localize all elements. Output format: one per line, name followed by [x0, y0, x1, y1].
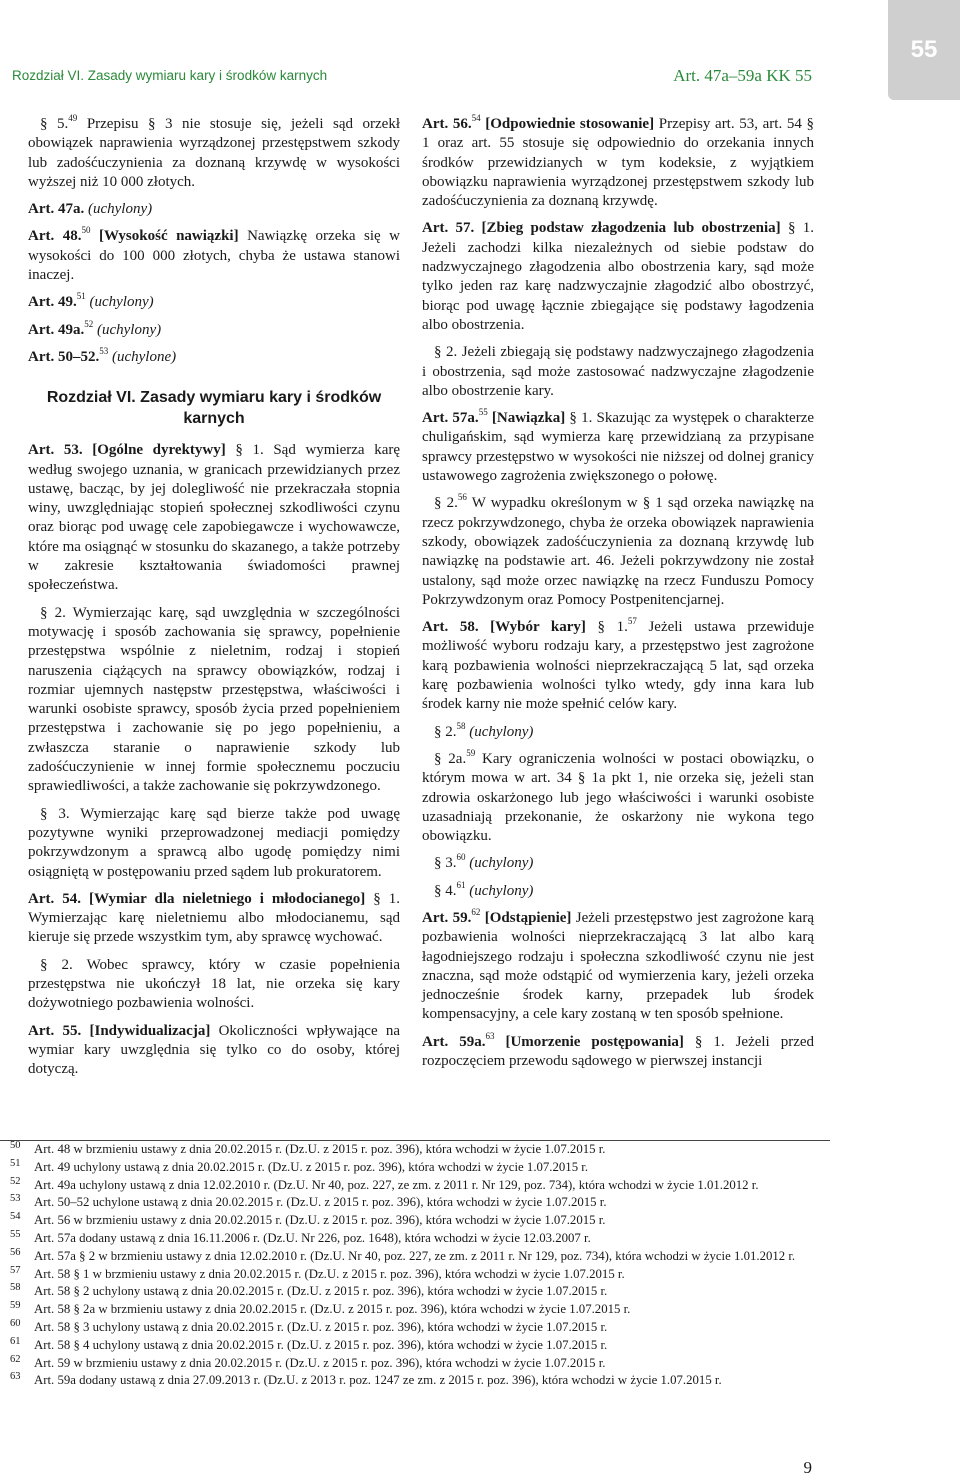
footnote-ref: 61 [456, 879, 466, 890]
article-56 [422, 115, 814, 211]
paragraph: § 3. Wymierzając karę sąd bierze także pod uwagę pozytywne wyniki przeprowadzonej mediacji pomiędzy pokrzywdzonym a sprawcą albo ugodę pomiędzy nimi osiągniętą w postępowaniu przed sądem lub prokuratorem. [28, 805, 400, 880]
footnote-number: 63 [10, 1371, 21, 1383]
paragraph-text: (uchylony) [469, 855, 534, 872]
article-label: Art. 56. [422, 116, 472, 132]
footnote-ref: 57 [627, 616, 637, 627]
footnote-ref: 56 [457, 492, 467, 503]
paragraph-label: § 2. [434, 495, 458, 512]
footnote [0, 1372, 830, 1390]
paragraph: § 2. Wymierzając karę, sąd uwzględnia w szczególności motywację i sposób zachowania się sprawcy, popełnienie przestępstwa wspólnie z nieletnim, rodzaj i stopień naruszenia ciążących na sprawcy obowiązków, rodzaj i rozmiar ujemnych następstw przestępstwa, właściwości i warunki osobiste sprawcy, sposób życia przed popełnieniem przestępstwa i zachowanie się po jego popełnieniu, a zwłaszcza staranie o naprawienie szkody lub zadośćuczynienie w innej formie społecznemu poczuciu sprawiedliwości, a także zachowanie się pokrzywdzonego. [28, 604, 400, 795]
article-text: Jeżeli przestępstwo jest zagrożone karą pozbawienia wolności nieprzekraczającą 3 lat albo karą łagodniejszego rodzaju i społeczna szkodliwość czynu nie jest znaczna, sąd może odstąpić od wymierzenia kary, jeżeli orzeka jednocześnie środek karny, przepadek lub środek kompensacyjny, a cele kary zostaną w ten sposób spełnione. [422, 909, 814, 1023]
article-text: Nawiązkę orzeka się w wysokości do 100 000 złotych, chyba że ustawa stanowi inaczej. [28, 228, 400, 284]
footnote-number: 57 [10, 1264, 21, 1276]
article-57 [422, 219, 814, 335]
article-55 [28, 1022, 400, 1080]
paragraph [422, 494, 814, 610]
footnote-text: Art. 50–52 uchylone ustawą z dnia 20.02.2015 r. (Dz.U. z 2015 r. poz. 396), która wchodzi w życie 1.07.2015 r. [34, 1195, 607, 1210]
paragraph: § 2. Wobec sprawcy, który w czasie popełnienia przestępstwa nie ukończył 18 lat, nie orzeka się kary dożywotniego pozbawienia wolności. [28, 956, 400, 1012]
footnote [0, 1194, 830, 1212]
article-label: Art. 53. [28, 442, 83, 459]
article-text: § 1. Jeżeli przed rozpoczęciem przewodu sądowego w pierwszej instancji [422, 1033, 815, 1070]
footnote [0, 1355, 830, 1373]
footnote-text: Art. 58 § 2a w brzmieniu ustawy z dnia 20.02.2015 r. (Dz.U. z 2015 r. poz. 396), która wchodzi w życie 1.07.2015 r. [34, 1302, 631, 1317]
footnote-number: 62 [10, 1353, 21, 1365]
paragraph-text: W wypadku określonym w § 1 sąd orzeka nawiązkę na rzecz pokrzywdzonego, chyba że orzeka obowiązek naprawienia szkody, obowiązek zadośćuczynienia za doznaną krzywdę lub nawiązkę na podstawie art. 46. Jeżeli pokrzywdzony nie został ustalony, sąd może orzec nawiązkę na rzecz Funduszu Pomocy Pokrzywdzonym oraz Pomocy Postpenitencjarnej. [422, 495, 815, 608]
footnote-ref: 54 [471, 113, 481, 123]
article-49a [28, 318, 400, 340]
footnote-ref: 55 [478, 407, 488, 418]
footnotes [0, 1140, 830, 1390]
paragraph [422, 747, 814, 846]
footnote-number: 60 [10, 1317, 21, 1329]
article-label: Art. 49a. [28, 321, 85, 338]
paragraph-text: Przepisu § 3 nie stosuje się, jeżeli sąd orzekł obowiązek naprawienia wyrządzonej przestępstwem szkody lub zadośćuczynienia za doznaną krzywdę w wysokości wyższej niż 10 000 złotych. [28, 116, 401, 190]
article-title: [Wysokość nawiązki] [98, 228, 239, 245]
footnote [0, 1337, 830, 1355]
footnote [0, 1283, 830, 1301]
footnote-ref: 63 [485, 1030, 495, 1041]
article-text: § 1. Sąd wymierza karę według swojego uznania, w granicach przewidzianych przez ustawę, bacząc, by jej dolegliwość nie przekraczała stopnia winy, uwzględniając stopień społecznej szkodliwości czynu oraz biorąc pod uwagę cele zapobiegawcze i wychowawcze, które ma osiągnąć w stosunku do skazanego, a także potrzeby w zakresie kształtowania świadomości prawnej społeczeństwa. [28, 442, 401, 594]
footnote-text: Art. 59 w brzmieniu ustawy z dnia 20.02.2015 r. (Dz.U. z 2015 r. poz. 396), która wchodzi w życie 1.07.2015 r. [34, 1355, 606, 1370]
footnote [0, 1177, 830, 1195]
paragraph-label: § 4. [434, 882, 457, 899]
footnote [0, 1301, 830, 1319]
footnote-number: 54 [10, 1211, 21, 1223]
article-54 [28, 890, 400, 948]
paragraph-5 [28, 115, 400, 192]
article-text: Okoliczności wpływające na wymiar kary uwzględnia się tylko co do osoby, której dotyczą. [28, 1022, 400, 1078]
running-header [12, 68, 812, 92]
paragraph-text: Kary ograniczenia wolności w postaci obowiązku, o którym mowa w art. 34 § 1a pkt 1, nie orzeka się, jeżeli stan zdrowia oskarżonego lub jego właściwości i warunki osobiste uzasadniają przekonanie, że oskarżony nie wykona tego obowiązku. [422, 750, 814, 845]
article-text: Jeżeli ustawa przewiduje możliwość wyboru rodzaju kary, a przestępstwo jest zagrożone karą pozbawienia wolności nieprzekraczającą 5 lat, sąd orzeka karę pozbawienia wolności tylko wtedy, gdy inna kara lub środek karny nie może spełnić celów kary. [422, 619, 815, 713]
article-text: Przepisy art. 53, art. 54 § 1 oraz art. 55 stosuje się odpowiednio do orzekania innych środków przewidzianych w tym kodeksie, z wyjątkiem obowiązku naprawienia wyrządzonej przestępstwem szkody lub zadośćuczynienia za doznaną krzywdę. [422, 116, 814, 210]
footnote-text: Art. 58 § 4 uchylony ustawą z dnia 20.02.2015 r. (Dz.U. z 2015 r. poz. 396), która wchodzi w życie 1.07.2015 r. [34, 1337, 608, 1352]
right-column [422, 115, 814, 1079]
paragraph-label: § 1. [597, 619, 628, 636]
footnote-text: Art. 49 uchylony ustawą z dnia 20.02.2015 r. (Dz.U. z 2015 r. poz. 396), która wchodzi w życie 1.07.2015 r. [34, 1159, 589, 1174]
article-label: Art. 50–52. [28, 348, 100, 365]
footnote-number: 50 [10, 1140, 21, 1151]
article-title: [Wybór kary] [490, 619, 586, 636]
article-59a [422, 1030, 815, 1072]
article-label: Art. 59a. [422, 1033, 486, 1050]
page-tab [888, 0, 960, 100]
paragraph [422, 720, 814, 742]
footnote-text: Art. 58 § 3 uchylony ustawą z dnia 20.02.2015 r. (Dz.U. z 2015 r. poz. 396), która wchodzi w życie 1.07.2015 r. [34, 1319, 608, 1334]
footnote-text: Art. 57a § 2 w brzmieniu ustawy z dnia 12.02.2010 r. (Dz.U. Nr 40, poz. 227, ze zm. z 2011 r. Nr 129, poz. 734), która wchodzi w życie 1.01.2012 r. [34, 1248, 796, 1263]
article-53 [28, 441, 400, 595]
article-label: Art. 57a. [422, 410, 479, 427]
footnote-number: 55 [10, 1228, 21, 1240]
paragraph-text: (uchylony) [469, 723, 534, 740]
article-50-52 [28, 345, 400, 367]
footnote-number: 61 [10, 1335, 21, 1347]
footnote-ref: 58 [456, 720, 466, 731]
footnote [0, 1159, 830, 1177]
footnote-text: Art. 59a dodany ustawą z dnia 27.09.2013 r. (Dz.U. z 2013 r. poz. 1247 ze zm. z 2015 r. poz. 396), która wchodzi w życie 1.07.2015 r. [34, 1373, 722, 1388]
paragraph-text: (uchylony) [469, 882, 534, 899]
article-title: [Umorzenie postępowania] [505, 1033, 684, 1050]
paragraph-label: § 2a. [434, 750, 467, 767]
article-text: (uchylone) [112, 348, 177, 365]
article-47a [28, 200, 400, 219]
footnote-number: 58 [10, 1282, 21, 1294]
footnote-ref: 59 [466, 747, 476, 758]
footnote [0, 1319, 830, 1337]
footnote-text: Art. 48 w brzmieniu ustawy z dnia 20.02.2015 r. (Dz.U. z 2015 r. poz. 396), która wchodzi w życie 1.07.2015 r. [34, 1142, 606, 1156]
article-title: [Ogólne dyrektywy] [92, 442, 226, 459]
footnote-text: Art. 56 w brzmieniu ustawy z dnia 20.02.2015 r. (Dz.U. z 2015 r. poz. 396), która wchodzi w życie 1.07.2015 r. [34, 1213, 606, 1228]
page-tab-number: 55 [910, 36, 938, 63]
footnote-number: 56 [10, 1246, 21, 1258]
paragraph-label: § 2. [434, 723, 457, 740]
footnote-ref: 49 [68, 113, 78, 123]
paragraph [422, 879, 814, 901]
footnote-ref: 62 [471, 906, 481, 917]
running-header-right: Art. 47a–59a KK 55 [673, 66, 812, 85]
footnote-text: Art. 58 § 2 uchylony ustawą z dnia 20.02.2015 r. (Dz.U. z 2015 r. poz. 396), która wchodzi w życie 1.07.2015 r. [34, 1284, 608, 1299]
article-57a [422, 409, 814, 486]
footnote-ref: 53 [99, 345, 109, 356]
article-label: Art. 48. [28, 228, 82, 245]
footnote-ref: 51 [76, 291, 86, 302]
article-label: Art. 55. [28, 1022, 82, 1039]
chapter-title: Rozdział VI. Zasady wymiaru kary i środków karnych [46, 389, 382, 428]
paragraph: § 2. Jeżeli zbiegają się podstawy nadzwyczajnego złagodzenia i obostrzenia, sąd może zastosować nadzwyczajne złagodzenie albo obostrzenie kary. [422, 344, 814, 399]
article-title: [Indywidualizacja] [89, 1022, 211, 1039]
article-label: Art. 57. [422, 220, 475, 237]
article-label: Art. 58. [422, 619, 479, 636]
footnote [0, 1212, 830, 1230]
article-text: (uchylony) [97, 321, 162, 338]
article-title: [Zbieg podstaw złagodzenia lub obostrzenia] [481, 220, 781, 237]
footnote-number: 53 [10, 1193, 21, 1205]
article-text: § 1. Skazując za występek o charakterze chuligańskim, sąd wymierza karę przewidzianą za przypisane sprawcy przestępstwo w wysokości nie niższej od dolnej granicy ustawowego zagrożenia zwiększonego o połowę. [422, 410, 815, 485]
article-label: Art. 59. [422, 909, 472, 926]
footnote-text: Art. 49a uchylony ustawą z dnia 12.02.2010 r. (Dz.U. Nr 40, poz. 227, ze zm. z 2011 r. Nr 129, poz. 734), która wchodzi w życie 1.01.2012 r. [34, 1177, 759, 1192]
paragraph-label: § 5. [40, 116, 69, 132]
paragraph [422, 854, 814, 873]
article-label: Art. 49. [28, 294, 77, 311]
footnote [0, 1266, 830, 1284]
article-label: Art. 47a. [28, 201, 85, 218]
article-59 [422, 906, 814, 1025]
footnote [0, 1230, 830, 1248]
article-title: [Wymiar dla nieletniego i młodocianego] [89, 890, 366, 907]
article-text: (uchylony) [88, 201, 153, 218]
footnote-number: 52 [10, 1175, 21, 1187]
article-text: § 1. Jeżeli zachodzi kilka niezależnych od siebie podstaw do nadzwyczajnego złagodzenia albo obostrzenia kary, sąd może tylko jeden raz karę nadzwyczajnie złagodzić albo obostrzyć, biorąc pod uwagę łącznie zbiegające się podstawy łagodzenia albo obostrzenia. [422, 220, 814, 333]
article-title: [Odstąpienie] [484, 909, 572, 926]
article-label: Art. 54. [28, 890, 81, 907]
footnote-ref: 50 [81, 225, 91, 236]
article-58 [422, 618, 814, 714]
article-text: § 1. Wymierzając karę nieletniemu albo młodocianemu, sąd kieruje się przede wszystkim tym, aby sprawcę wychować. [28, 890, 400, 946]
footnote-number: 59 [10, 1300, 21, 1312]
article-49 [28, 293, 400, 312]
footnote-ref: 60 [456, 852, 466, 863]
paragraph-label: § 3. [434, 855, 457, 872]
footnote-ref: 52 [84, 318, 94, 329]
footnote-text: Art. 58 § 1 w brzmieniu ustawy z dnia 20.02.2015 r. (Dz.U. z 2015 r. poz. 396), która wchodzi w życie 1.07.2015 r. [34, 1266, 625, 1281]
footnote-number: 51 [10, 1157, 21, 1169]
article-text: (uchylony) [89, 294, 154, 311]
footnote [0, 1248, 830, 1266]
running-header-left: Rozdział VI. Zasady wymiaru kary i środków karnych [12, 68, 328, 83]
footnote [0, 1141, 830, 1159]
page-number: 9 [803, 1458, 812, 1477]
left-column [28, 115, 400, 1087]
footnote-text: Art. 57a dodany ustawą z dnia 16.11.2006 r. (Dz.U. Nr 226, poz. 1648), która wchodzi w życie 12.03.2007 r. [34, 1230, 591, 1245]
article-title: [Odpowiednie stosowanie] [485, 116, 655, 132]
article-title: [Nawiązka] [491, 410, 566, 427]
article-48 [28, 227, 400, 285]
